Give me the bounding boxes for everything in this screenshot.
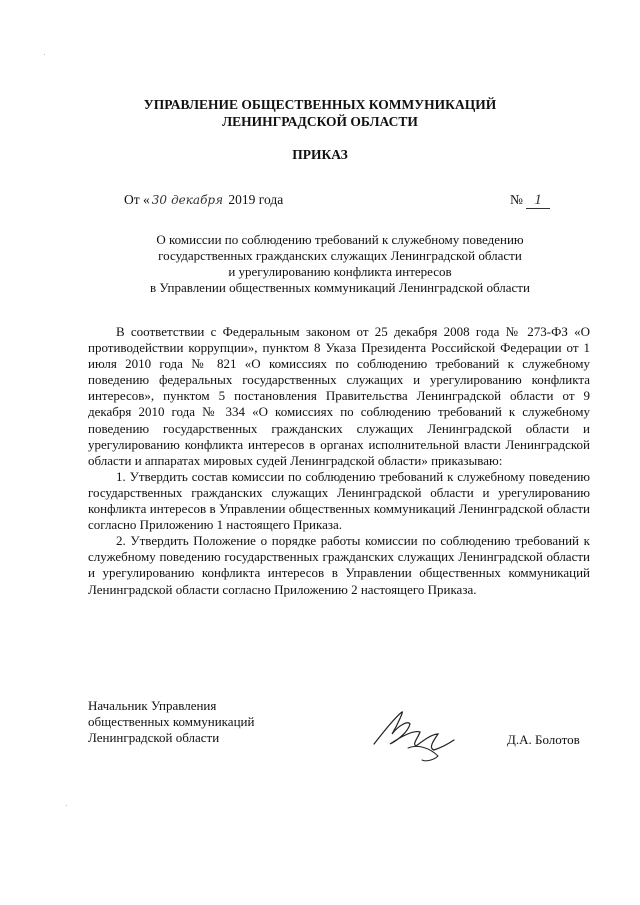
subject-line: государственных гражданских служащих Ленинградской области <box>158 248 522 263</box>
date-suffix: 2019 года <box>225 192 284 207</box>
scan-speck <box>66 805 67 806</box>
order-number <box>510 192 550 209</box>
item-1-paragraph: 1. Утвердить состав комиссии по соблюдению требований к служебному поведению государственных гражданских служащих Ленинградской области и урегулированию конфликта интересов в Управлении общественных коммуникаций Ленинградской области согласно Приложению 1 настоящего Приказа. <box>88 468 590 533</box>
subject-line: в Управлении общественных коммуникаций Ленинградской области <box>150 280 530 295</box>
order-date <box>124 192 283 208</box>
handwritten-signature <box>368 704 458 764</box>
order-body <box>88 324 590 598</box>
preamble-paragraph: В соответствии с Федеральным законом от 25 декабря 2008 года № 273-ФЗ «О противодействии коррупции», пунктом 8 Указа Президента Российской Федерации от 1 июля 2010 года № 821 «О комиссиях по соблюдению требований к служебному поведению федеральных государственных служащих и урегулированию конфликта интересов», пунктом 5 постановления Правительства Ленинградской области от 9 декабря 2010 года № 334 «О комиссиях по соблюдению требований к служебному поведению государственных гражданских служащих Ленинградской области и урегулированию конфликта интересов в органах исполнительной власти Ленинградской области и аппаратах мировых судей Ленинградской области» приказываю: <box>88 324 590 468</box>
date-day: 30 <box>151 193 168 207</box>
item-2-paragraph: 2. Утвердить Положение о порядке работы комиссии по соблюдению требований к служебному поведению государственных гражданских служащих Ленинградской области и урегулированию конфликта интересов в Управлении общественных коммуникаций Ленинградской области согласно Приложению 2 настоящего Приказа. <box>88 533 590 597</box>
signatory-title-line: Начальник Управления <box>88 698 217 713</box>
subject-line: О комиссии по соблюдению требований к служебному поведению <box>156 232 524 247</box>
document-type: ПРИКАЗ <box>292 147 348 162</box>
signatory-title <box>88 698 254 746</box>
subject-line: и урегулированию конфликта интересов <box>228 264 452 279</box>
number-value: 1 <box>526 192 550 209</box>
scan-speck <box>44 54 45 55</box>
order-subject <box>90 232 590 296</box>
date-prefix: От « <box>124 192 150 207</box>
signatory-title-line: Ленинградской области <box>88 730 220 745</box>
signatory-name: Д.А. Болотов <box>507 732 580 747</box>
number-prefix: № <box>510 192 523 207</box>
org-name-line2: ЛЕНИНГРАДСКОЙ ОБЛАСТИ <box>222 114 418 129</box>
signatory-title-line: общественных коммуникаций <box>88 714 255 729</box>
org-name-line1: УПРАВЛЕНИЕ ОБЩЕСТВЕННЫХ КОММУНИКАЦИЙ <box>143 97 497 112</box>
date-month: декабря <box>171 193 224 207</box>
